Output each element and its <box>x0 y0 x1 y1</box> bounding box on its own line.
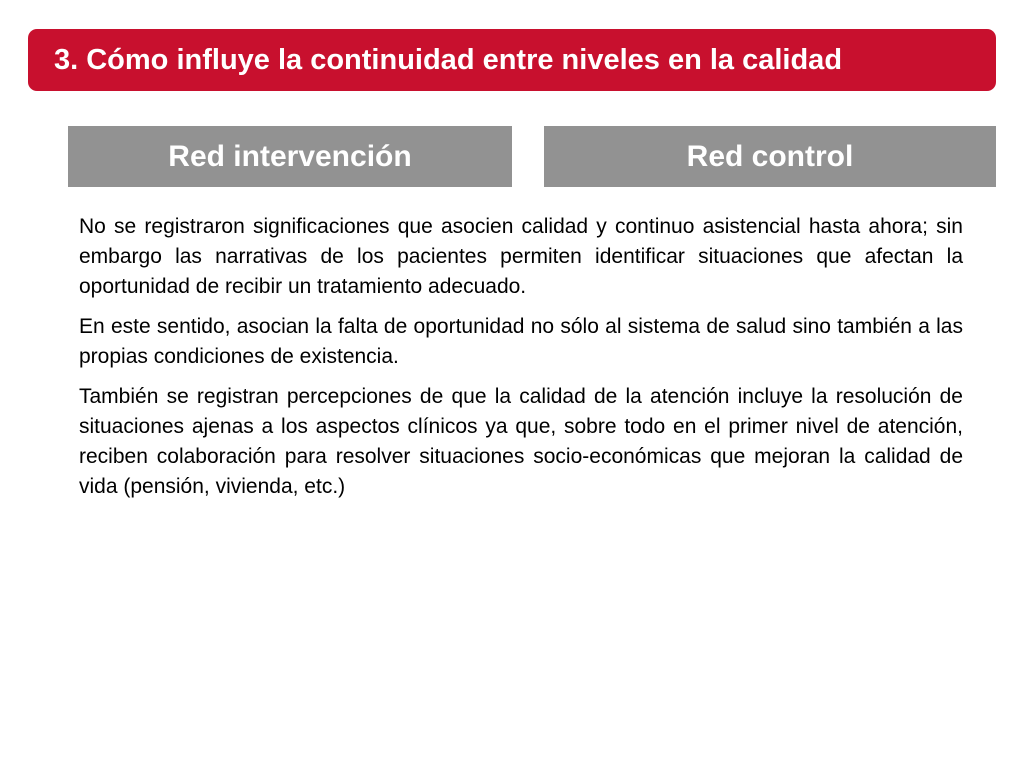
paragraph-2: En este sentido, asocian la falta de oportunidad no sólo al sistema de salud sino también a las propias condiciones de existencia. <box>79 315 963 368</box>
slide-title: 3. Cómo influye la continuidad entre niveles en la calidad <box>54 43 843 76</box>
paragraph-1: No se registraron significaciones que asocien calidad y continuo asistencial hasta ahora; sin embargo las narrativas de los pacientes permiten identificar situaciones que afectan la oportunidad de recibir un tratamiento adecuado. <box>79 215 963 298</box>
body-text <box>79 212 963 512</box>
header-red-intervencion: Red intervención <box>68 126 512 187</box>
paragraph-3: También se registran percepciones de que la calidad de la atención incluye la resolución de situaciones ajenas a los aspectos clínicos ya que, sobre todo en el primer nivel de atención, reciben colaboración para resolver situaciones socio-económicas que mejoran la calidad de vida (pensión, vivienda, etc.) <box>79 385 963 498</box>
title-banner <box>28 29 996 91</box>
header-red-control: Red control <box>544 126 996 187</box>
